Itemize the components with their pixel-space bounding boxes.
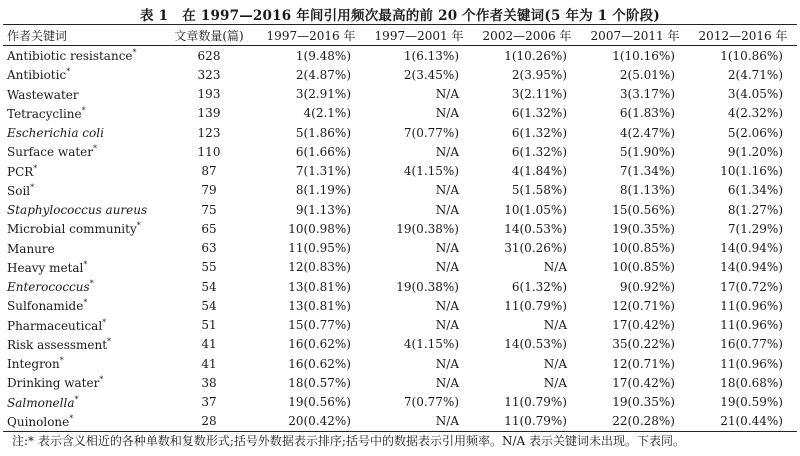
count-cell: 193 [197, 87, 221, 102]
rank-cell-y2: 2(3.45%) [403, 67, 459, 82]
table-caption [0, 4, 800, 24]
rank-cell-y1: 16(0.62%) [288, 356, 351, 371]
rank-cell-y4: 19(0.35%) [612, 395, 675, 410]
count-cell: 41 [201, 337, 217, 352]
table-row [3, 181, 797, 200]
rank-cell-y4: 2(5.01%) [619, 67, 675, 82]
rank-cell-y5: 17(0.72%) [720, 279, 783, 294]
rank-cell-y2: 4(1.15%) [403, 164, 459, 179]
count-cell: 54 [201, 298, 217, 313]
table-row [3, 123, 797, 142]
table-row [3, 393, 797, 412]
rank-cell-y5: 16(0.77%) [720, 337, 783, 352]
keyword-star: * [99, 375, 104, 385]
keyword-cell [3, 296, 161, 315]
rank-cell-y3: 6(1.32%) [511, 106, 567, 121]
rank-cell-y3: 6(1.32%) [511, 144, 567, 159]
count-cell: 51 [201, 318, 217, 333]
rank-cell-y1: 5(1.86%) [295, 125, 351, 140]
keyword-text: Drinking water [7, 376, 100, 391]
keyword-star: * [102, 317, 107, 327]
keyword-star: * [132, 48, 137, 58]
table-row [3, 277, 797, 296]
rank-cell-y5: 21(0.44%) [689, 412, 797, 432]
rank-cell-y1: 10(0.98%) [288, 221, 351, 236]
rank-cell-y4: 17(0.42%) [612, 318, 675, 333]
rank-cell-y2: 7(0.77%) [403, 125, 459, 140]
rank-cell-y2: N/A [435, 318, 459, 333]
rank-cell-y2: N/A [435, 106, 459, 121]
keyword-star: * [107, 336, 112, 346]
keyword-cell [3, 354, 161, 373]
rank-cell-y3: 11(0.79%) [473, 412, 581, 432]
count-cell: 37 [201, 395, 217, 410]
count-cell: 123 [197, 125, 221, 140]
keyword-cell [3, 123, 161, 142]
rank-cell-y1: 13(0.81%) [288, 298, 351, 313]
rank-cell-y1: 11(0.95%) [288, 241, 351, 256]
keyword-text: Heavy metal [7, 260, 84, 275]
count-cell: 38 [201, 375, 217, 390]
rank-cell-y1: 4(2.1%) [303, 106, 351, 121]
rank-cell-y2: 19(0.38%) [396, 221, 459, 236]
rank-cell-y4: 3(3.17%) [619, 87, 675, 102]
keyword-star: * [66, 67, 71, 77]
table-row [3, 65, 797, 84]
table-row [3, 373, 797, 392]
count-cell: 139 [197, 106, 221, 121]
rank-cell-y5: 3(4.05%) [727, 87, 783, 102]
rank-cell-y2: N/A [435, 356, 459, 371]
table-row [3, 219, 797, 238]
rank-cell-y3: 10(1.05%) [504, 202, 567, 217]
count-cell: 79 [201, 183, 217, 198]
header-2007-2011: 2007—2011 年 [581, 25, 689, 46]
count-cell: 323 [197, 67, 221, 82]
rank-cell-y5: 11(0.96%) [720, 318, 783, 333]
keyword-cell [3, 142, 161, 161]
keyword-star: * [83, 298, 88, 308]
rank-cell-y1: 3(2.91%) [295, 87, 351, 102]
rank-cell-y5: 11(0.96%) [720, 298, 783, 313]
rank-cell-y4: 6(1.83%) [619, 106, 675, 121]
rank-cell-y2: N/A [435, 87, 459, 102]
keyword-cell [3, 219, 161, 238]
rank-cell-y2: N/A [435, 202, 459, 217]
keyword-cell [3, 200, 161, 219]
rank-cell-y2: 19(0.38%) [396, 279, 459, 294]
keyword-cell [3, 412, 161, 432]
rank-cell-y3: N/A [543, 260, 567, 275]
rank-cell-y4: 19(0.35%) [612, 221, 675, 236]
keyword-star: * [93, 144, 98, 154]
table-row [3, 200, 797, 219]
rank-cell-y4: 5(1.90%) [619, 144, 675, 159]
rank-cell-y5: 5(2.06%) [727, 125, 783, 140]
rank-cell-y4: 8(1.13%) [619, 183, 675, 198]
rank-cell-y2: 7(0.77%) [403, 395, 459, 410]
rank-cell-y1: 13(0.81%) [288, 279, 351, 294]
rank-cell-y2: N/A [435, 375, 459, 390]
keyword-table [3, 24, 797, 432]
rank-cell-y4: 15(0.56%) [612, 202, 675, 217]
keyword-text: Sulfonamide [7, 299, 84, 314]
rank-cell-y3: 6(1.32%) [511, 279, 567, 294]
keyword-star: * [81, 105, 86, 115]
keyword-text: Antibiotic resistance [7, 49, 133, 64]
rank-cell-y1: 12(0.83%) [288, 260, 351, 275]
keyword-cell [3, 316, 161, 335]
header-2002-2006: 2002—2006 年 [473, 25, 581, 46]
table-row [3, 85, 797, 104]
rank-cell-y5: 14(0.94%) [720, 241, 783, 256]
rank-cell-y1: 19(0.56%) [288, 395, 351, 410]
rank-cell-y1: 18(0.57%) [288, 375, 351, 390]
keyword-star: * [30, 182, 35, 192]
keyword-star: * [69, 413, 74, 423]
count-cell: 41 [201, 356, 217, 371]
keyword-text: Integron [7, 357, 60, 372]
count-cell: 55 [201, 260, 217, 275]
keyword-cell [3, 393, 161, 412]
rank-cell-y1: 15(0.77%) [288, 318, 351, 333]
count-cell: 87 [201, 164, 217, 179]
keyword-text: Risk assessment [7, 337, 108, 352]
rank-cell-y4: 10(0.85%) [612, 241, 675, 256]
rank-cell-y3: 6(1.32%) [511, 125, 567, 140]
keyword-cell [3, 65, 161, 84]
rank-cell-y2: N/A [435, 298, 459, 313]
rank-cell-y3: N/A [543, 375, 567, 390]
rank-cell-y4: 4(2.47%) [619, 125, 675, 140]
keyword-text: Manure [7, 241, 55, 256]
rank-cell-y2: N/A [365, 412, 473, 432]
rank-cell-y5: 18(0.68%) [720, 375, 783, 390]
rank-cell-y1: 20(0.42%) [257, 412, 365, 432]
header-1997-2001: 1997—2001 年 [365, 25, 473, 46]
table-row [3, 316, 797, 335]
keyword-cell [3, 239, 161, 258]
keyword-star: * [136, 221, 141, 231]
header-1997-2016: 1997—2016 年 [257, 25, 365, 46]
table-row [3, 258, 797, 277]
table-row [3, 335, 797, 354]
rank-cell-y3: 14(0.53%) [504, 221, 567, 236]
keyword-text: PCR [7, 164, 34, 179]
table-row [3, 412, 797, 432]
rank-cell-y5: 1(10.86%) [720, 48, 783, 63]
rank-cell-y2: 4(1.15%) [403, 337, 459, 352]
count-cell: 75 [201, 202, 217, 217]
rank-cell-y2: N/A [435, 144, 459, 159]
rank-cell-y5: 10(1.16%) [720, 164, 783, 179]
keyword-text: Microbial community [7, 222, 137, 237]
count-cell: 628 [197, 48, 221, 63]
keyword-star: * [83, 259, 88, 269]
keyword-text: Surface water [7, 145, 94, 160]
rank-cell-y5: 8(1.27%) [727, 202, 783, 217]
rank-cell-y3: 5(1.58%) [511, 183, 567, 198]
rank-cell-y1: 6(1.66%) [295, 144, 351, 159]
rank-cell-y4: 1(10.16%) [612, 48, 675, 63]
keyword-text: Tetracycline [7, 106, 82, 121]
rank-cell-y3: 11(0.79%) [504, 298, 567, 313]
rank-cell-y5: 19(0.59%) [720, 395, 783, 410]
keyword-cell [3, 162, 161, 181]
rank-cell-y2: N/A [435, 183, 459, 198]
rank-cell-y4: 9(0.92%) [619, 279, 675, 294]
count-cell: 65 [201, 221, 217, 236]
count-cell: 28 [161, 412, 257, 432]
keyword-cell [3, 258, 161, 277]
rank-cell-y5: 9(1.20%) [727, 144, 783, 159]
keyword-star: * [59, 356, 64, 366]
keyword-text: Pharmaceutical [7, 318, 103, 333]
rank-cell-y4: 17(0.42%) [612, 375, 675, 390]
table-row [3, 239, 797, 258]
keyword-cell [3, 46, 161, 66]
rank-cell-y1: 8(1.19%) [295, 183, 351, 198]
table-title: 在 1997—2016 年间引用频次最高的前 20 个作者关键词(5 年为 1 个阶段) [182, 8, 660, 24]
rank-cell-y3: 2(3.95%) [511, 67, 567, 82]
header-row [3, 25, 797, 46]
keyword-cell [3, 181, 161, 200]
rank-cell-y2: N/A [435, 260, 459, 275]
rank-cell-y3: 4(1.84%) [511, 164, 567, 179]
keyword-cell [3, 373, 161, 392]
keyword-text: Enterococcus [7, 280, 90, 295]
keyword-text: Salmonella [7, 395, 75, 410]
rank-cell-y5: 2(4.71%) [727, 67, 783, 82]
keyword-cell [3, 335, 161, 354]
table-number: 表 1 [140, 8, 169, 24]
count-cell: 63 [201, 241, 217, 256]
rank-cell-y4: 35(0.22%) [612, 337, 675, 352]
table-row [3, 354, 797, 373]
rank-cell-y3: N/A [543, 318, 567, 333]
rank-cell-y1: 2(4.87%) [295, 67, 351, 82]
table-row [3, 142, 797, 161]
table-note: 注:* 表示含义相近的各种单数和复数形式;括号外数据表示排序;括号中的数据表示引用频率。N/A 表示关键词未出现。下表同。 [12, 434, 685, 448]
rank-cell-y4: 7(1.34%) [619, 164, 675, 179]
rank-cell-y3: 3(2.11%) [511, 87, 567, 102]
keyword-star: * [89, 279, 94, 289]
table-row [3, 162, 797, 181]
rank-cell-y4: 12(0.71%) [612, 298, 675, 313]
keyword-text: Wastewater [7, 87, 79, 102]
count-cell: 110 [197, 144, 221, 159]
table-row [3, 296, 797, 315]
rank-cell-y3: 31(0.26%) [504, 241, 567, 256]
keyword-text: Quinolone [7, 414, 70, 429]
count-cell: 54 [201, 279, 217, 294]
table-row [3, 46, 797, 66]
rank-cell-y3: 1(10.26%) [504, 48, 567, 63]
rank-cell-y5: 4(2.32%) [727, 106, 783, 121]
keyword-text: Soil [7, 183, 31, 198]
rank-cell-y5: 7(1.29%) [727, 221, 783, 236]
keyword-text: Escherichia coli [7, 126, 104, 141]
rank-cell-y1: 16(0.62%) [288, 337, 351, 352]
rank-cell-y2: N/A [435, 241, 459, 256]
rank-cell-y1: 1(9.48%) [295, 48, 351, 63]
rank-cell-y2: 1(6.13%) [403, 48, 459, 63]
rank-cell-y3: 11(0.79%) [504, 395, 567, 410]
rank-cell-y4: 12(0.71%) [612, 356, 675, 371]
keyword-star: * [74, 394, 79, 404]
header-keyword: 作者关键词 [3, 25, 161, 46]
rank-cell-y1: 7(1.31%) [295, 164, 351, 179]
keyword-cell [3, 104, 161, 123]
rank-cell-y3: 14(0.53%) [504, 337, 567, 352]
table-row [3, 104, 797, 123]
header-2012-2016: 2012—2016 年 [689, 25, 797, 46]
keyword-cell [3, 277, 161, 296]
table-body [3, 46, 797, 432]
rank-cell-y3: N/A [543, 356, 567, 371]
rank-cell-y4: 10(0.85%) [612, 260, 675, 275]
keyword-cell [3, 85, 161, 104]
keyword-text: Antibiotic [7, 68, 67, 83]
rank-cell-y4: 22(0.28%) [581, 412, 689, 432]
rank-cell-y1: 9(1.13%) [295, 202, 351, 217]
rank-cell-y5: 6(1.34%) [727, 183, 783, 198]
rank-cell-y5: 11(0.96%) [720, 356, 783, 371]
rank-cell-y5: 14(0.94%) [720, 260, 783, 275]
keyword-star: * [33, 163, 38, 173]
header-count: 文章数量(篇) [161, 25, 257, 46]
keyword-text: Staphylococcus aureus [7, 203, 148, 218]
